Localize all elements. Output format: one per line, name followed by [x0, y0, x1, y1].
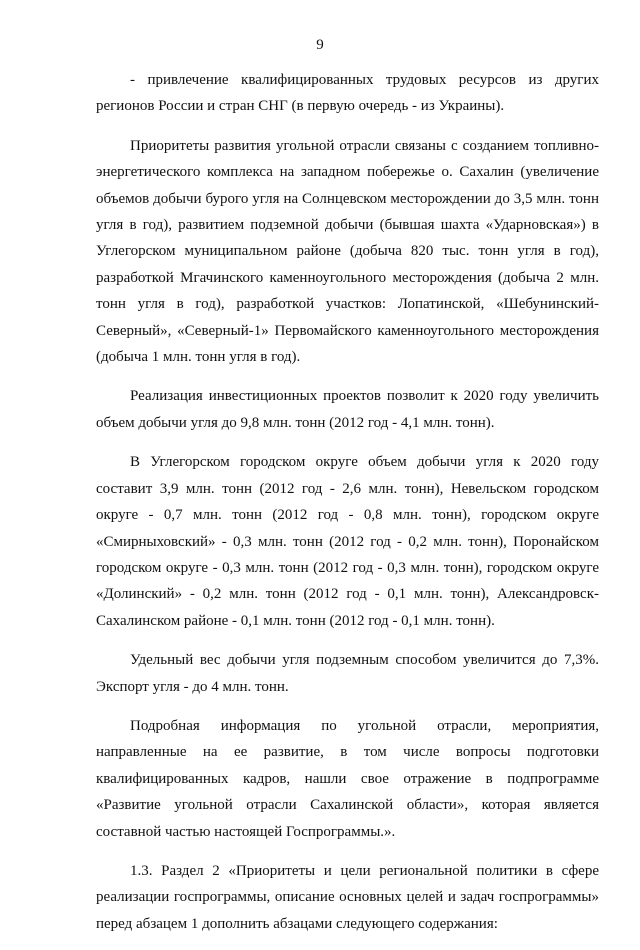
page-number: 9	[316, 37, 324, 53]
paragraph-labor-resources: - привлечение квалифицированных трудовых ресурсов из других регионов России и стран СНГ (в первую очередь - из Украины).	[96, 72, 599, 115]
paragraph-district-output: В Углегорском городском округе объем добычи угля к 2020 году составит 3,9 млн. тонн (2012 год - 2,6 млн. тонн), Невельском городском округе - 0,7 млн. тонн (2012 год - 0,8 млн. тонн), городском округе «Смирныховский» - 0,3 млн. тонн (2012 год - 0,2 млн. тонн), Поронайском городском округе - 0,3 млн. тонн (2012 год - 0,3 млн. тонн), городском округе «Долинский» - 0,2 млн. тонн (2012 год - 0,1 млн. тонн), Александровск-Сахалинском районе - 0,1 млн. тонн (2012 год - 0,1 млн. тонн).	[96, 454, 599, 629]
paragraph-subprogram-reference: Подробная информация по угольной отрасли, мероприятия, направленные на ее развитие, в том числе вопросы подготовки квалифицированных кадров, нашли свое отражение в подпрограмме «Развитие угольной отрасли Сахалинской области», которая является составной частью настоящей Госпрограммы.».	[96, 717, 599, 840]
paragraph-investment-projects: Реализация инвестиционных проектов позволит к 2020 году увеличить объем добычи угля до 9,8 млн. тонн (2012 год - 4,1 млн. тонн).	[96, 388, 599, 431]
page-body	[96, 67, 599, 950]
paragraph-coal-priorities: Приоритеты развития угольной отрасли связаны с созданием топливно-энергетического комплекса на западном побережье о. Сахалин (увеличение объемов добычи бурого угля на Солнцевском месторождении до 3,5 млн. тонн угля в год), развитием подземной добычи (бывшая шахта «Ударновская») в Углегорском муниципальном районе (добыча 820 тыс. тонн угля в год), разработкой Мгачинского каменноугольного месторождения (добыча 2 млн. тонн угля в год), разработкой участков: Лопатинской, «Шебунинский-Северный», «Северный-1» Первомайского каменноугольного месторождения (добыча 1 млн. тонн угля в год).	[96, 137, 599, 366]
paragraph-section-amendment: 1.3. Раздел 2 «Приоритеты и цели региональной политики в сфере реализации госпрограммы, описание основных целей и задач госпрограммы» перед абзацем 1 дополнить абзацами следующего содержания:	[96, 862, 599, 932]
paragraph-underground-share: Удельный вес добычи угля подземным способом увеличится до 7,3%. Экспорт угля - до 4 млн. тонн.	[96, 652, 599, 695]
